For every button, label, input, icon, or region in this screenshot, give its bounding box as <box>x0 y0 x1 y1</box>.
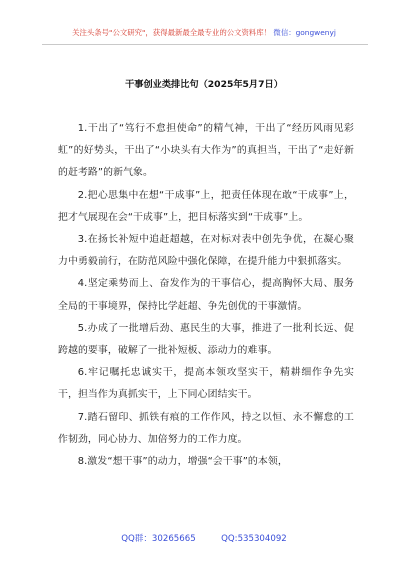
document-title: 干事创业类排比句（2025年5月7日） <box>125 79 283 90</box>
footer-qq-group: QQ群：30265665 <box>121 534 196 544</box>
paragraph-1: 1.干出了“笃行不怠担使命”的精气神，干出了“经历风雨见彩虹”的好势头，干出了“小块头有大作为”的真担当，干出了“走好新的赶考路”的新气象。 <box>58 123 354 179</box>
paragraph-7: 7.踏石留印、抓铁有痕的工作作风，持之以恒、永不懈怠的工作韧劲，同心协力、加倍努力的工作力度。 <box>58 411 354 445</box>
paragraph-4: 4.坚定乘势而上、奋发作为的干事信心，提高胸怀大局、服务全局的干事境界，保持比学赶超、争先创优的干事激情。 <box>58 278 354 312</box>
paragraph-6: 6.牢记嘱托忠诚实干，提高本领攻坚实干，精耕细作争先实干，担当作为真抓实干，上下同心团结实干。 <box>58 367 354 401</box>
header-banner-promo: 关注头条号"公文研究"，获得最新最全最专业的公文资料库！ <box>72 28 272 37</box>
paragraph-3: 3.在扬长补短中追赶超越，在对标对表中创先争优，在凝心聚力中勇毅前行，在防范风险中强化保障，在提升能力中狠抓落实。 <box>58 234 354 268</box>
footer-qq: QQ:535304092 <box>221 534 287 544</box>
header-divider <box>42 44 368 45</box>
paragraph-8: 8.激发“想干事”的动力，增强“会干事”的本领， <box>77 456 288 468</box>
paragraph-2: 2.把心思集中在想“干成事”上，把责任体现在敢“干成事”上，把才气展现在会“干成事”上，把目标落实到“干成事”上。 <box>58 189 354 223</box>
header-banner <box>0 28 408 38</box>
paragraph-5: 5.办成了一批增后劲、惠民生的大事，推进了一批利长远、促跨越的要事，破解了一批补短板、添动力的难事。 <box>58 322 354 357</box>
document-body <box>58 118 354 473</box>
footer-contact <box>0 533 408 545</box>
header-banner-wechat: 微信：gongwenyj <box>273 28 336 37</box>
